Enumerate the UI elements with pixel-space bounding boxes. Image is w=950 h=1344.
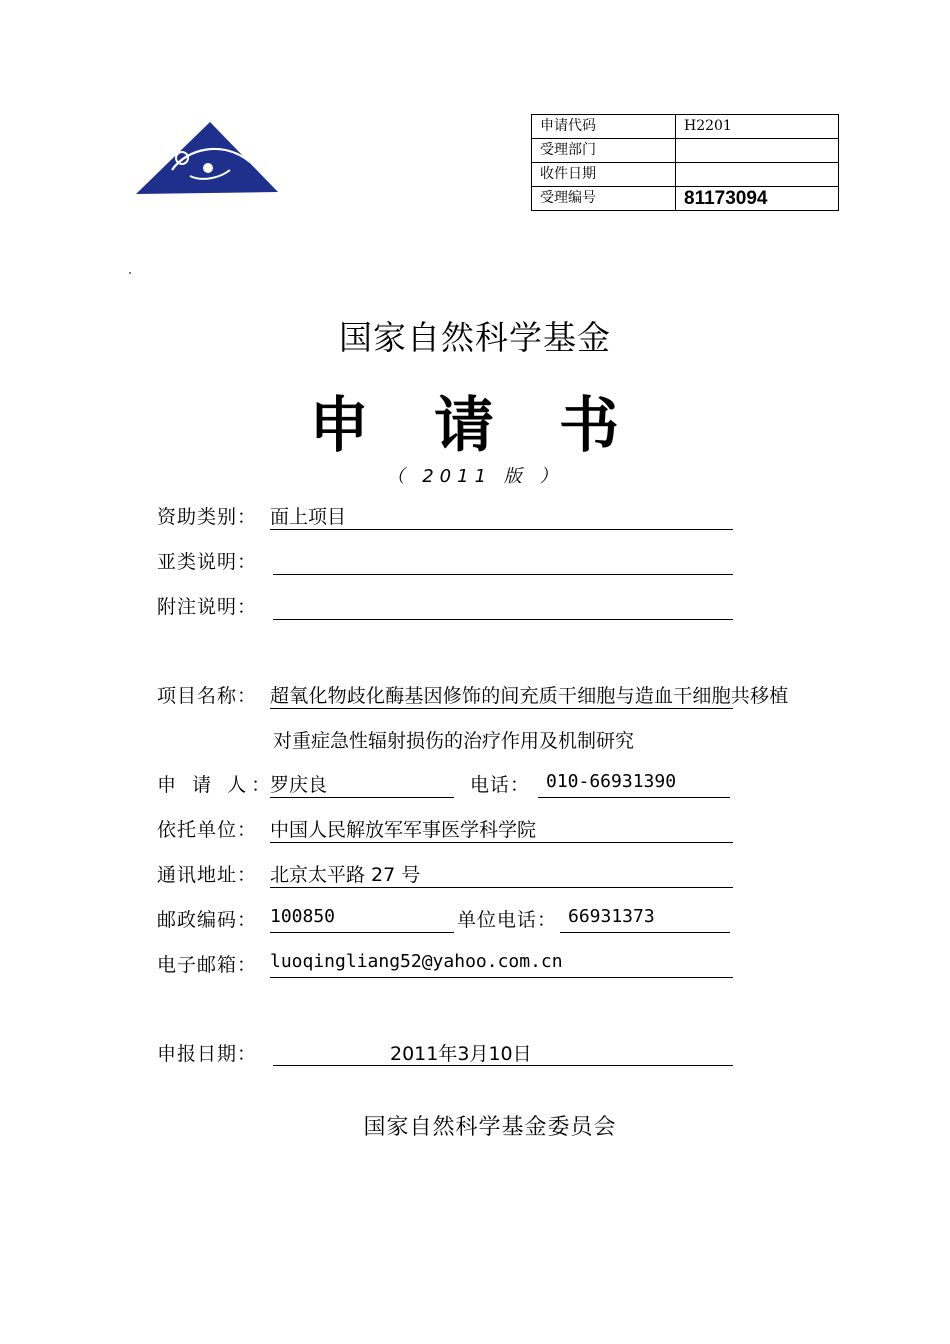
- unit-phone-value: 66931373: [568, 906, 655, 927]
- funding-category-underline: [270, 529, 733, 530]
- project-name-line1: 超氧化物歧化酶基因修饰的间充质干细胞与造血干细胞共移植: [270, 685, 789, 707]
- receive-date-label: 收件日期: [532, 163, 676, 187]
- table-row: [532, 139, 839, 163]
- acceptance-number-label: 受理编号: [532, 187, 676, 211]
- postal-code-value: 100850: [270, 906, 336, 927]
- phone-value: 010-66931390: [546, 771, 677, 792]
- note-underline: [273, 619, 733, 620]
- nsfc-logo: [132, 118, 282, 198]
- email-label: 电子邮箱：: [157, 954, 258, 976]
- project-name-label: 项目名称：: [157, 685, 258, 707]
- department-label: 受理部门: [532, 139, 676, 163]
- submission-date-value: 2011年3月10日: [390, 1043, 532, 1065]
- host-unit-underline: [270, 842, 733, 843]
- address-underline: [270, 887, 733, 888]
- unit-phone-label: 单位电话：: [457, 909, 558, 931]
- subcategory-underline: [273, 574, 733, 575]
- application-code-table: [531, 114, 839, 211]
- host-unit-value: 中国人民解放军军事医学科学院: [270, 819, 537, 841]
- applicant-underline: [270, 797, 454, 798]
- unit-phone-underline: [560, 932, 730, 933]
- department-value: [676, 139, 839, 163]
- project-name-line2: 对重症急性辐射损伤的治疗作用及机制研究: [273, 730, 635, 752]
- email-underline: [270, 977, 733, 978]
- funding-category-value: 面上项目: [270, 506, 347, 528]
- submission-date-label: 申报日期：: [157, 1043, 258, 1065]
- code-label: 申请代码: [532, 115, 676, 139]
- scan-speck: [129, 272, 131, 274]
- table-row: [532, 187, 839, 211]
- code-value: H2201: [676, 115, 839, 139]
- note-label: 附注说明：: [157, 596, 258, 618]
- address-value: 北京太平路 27 号: [270, 864, 421, 886]
- foundation-title: 国家自然科学基金: [339, 318, 611, 357]
- version-label: （ 2011 版 ）: [386, 466, 564, 487]
- table-row: [532, 163, 839, 187]
- table-row: [532, 115, 839, 139]
- address-label: 通讯地址：: [157, 864, 258, 886]
- project-name-underline: [270, 708, 733, 709]
- postal-code-underline: [270, 932, 454, 933]
- email-value: luoqingliang52@yahoo.com.cn: [270, 951, 563, 972]
- committee-name: 国家自然科学基金委员会: [363, 1115, 617, 1140]
- acceptance-number-value: 81173094: [676, 187, 839, 211]
- host-unit-label: 依托单位：: [157, 819, 258, 841]
- submission-date-underline: [273, 1065, 733, 1066]
- applicant-value: 罗庆良: [270, 774, 328, 796]
- applicant-label: 申 请 人：: [157, 774, 276, 796]
- receive-date-value: [676, 163, 839, 187]
- phone-underline: [538, 797, 730, 798]
- document-title: 申 请 书: [309, 391, 641, 461]
- subcategory-label: 亚类说明：: [157, 551, 258, 573]
- phone-label: 电话：: [470, 774, 531, 796]
- funding-category-label: 资助类别：: [157, 506, 258, 528]
- postal-code-label: 邮政编码：: [157, 909, 258, 931]
